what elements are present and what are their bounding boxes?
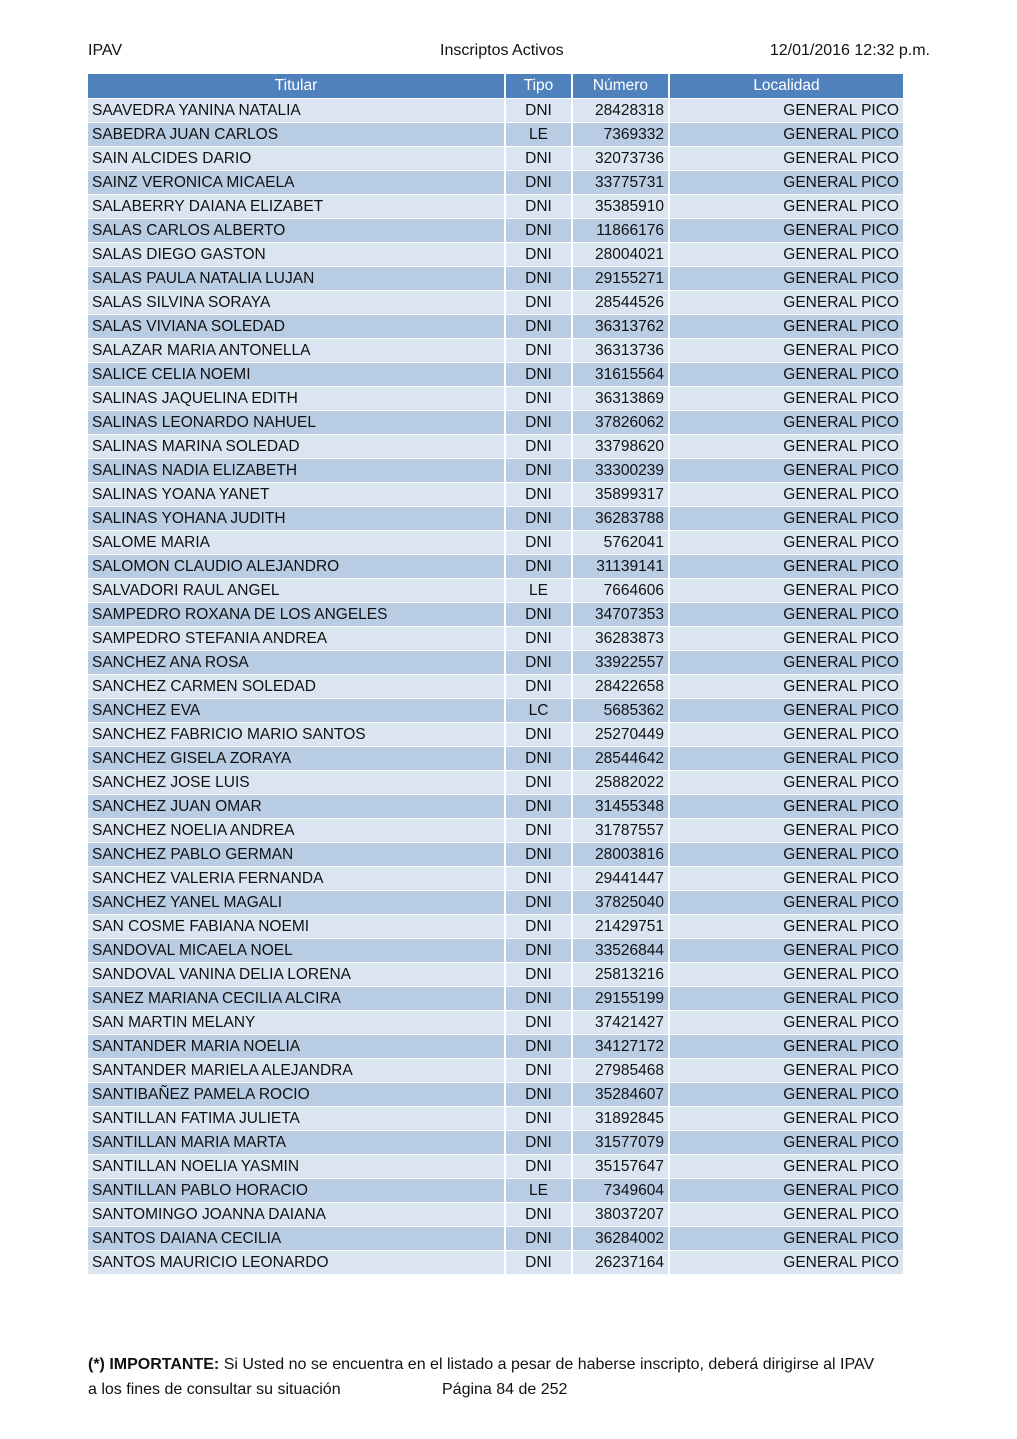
cell-titular: SANCHEZ JOSE LUIS	[88, 770, 506, 794]
cell-tipo: DNI	[506, 938, 573, 962]
cell-titular: SANCHEZ JUAN OMAR	[88, 794, 506, 818]
cell-tipo: DNI	[506, 1226, 573, 1250]
cell-numero: 36284002	[573, 1226, 670, 1250]
cell-titular: SANCHEZ PABLO GERMAN	[88, 842, 506, 866]
cell-localidad: GENERAL PICO	[670, 218, 903, 242]
cell-titular: SALINAS LEONARDO NAHUEL	[88, 410, 506, 434]
cell-titular: SANTILLAN PABLO HORACIO	[88, 1178, 506, 1202]
header-title: Inscriptos Activos	[440, 42, 564, 59]
cell-numero: 29441447	[573, 866, 670, 890]
cell-titular: SALINAS YOANA YANET	[88, 482, 506, 506]
cell-tipo: DNI	[506, 1106, 573, 1130]
cell-titular: SANDOVAL VANINA DELIA LORENA	[88, 962, 506, 986]
table-row	[88, 938, 903, 962]
cell-numero: 33526844	[573, 938, 670, 962]
cell-numero: 33775731	[573, 170, 670, 194]
cell-titular: SALABERRY DAIANA ELIZABET	[88, 194, 506, 218]
cell-localidad: GENERAL PICO	[670, 1250, 903, 1274]
cell-numero: 35157647	[573, 1154, 670, 1178]
table-row	[88, 890, 903, 914]
cell-localidad: GENERAL PICO	[670, 410, 903, 434]
table-row	[88, 674, 903, 698]
cell-localidad: GENERAL PICO	[670, 1010, 903, 1034]
cell-titular: SANTOMINGO JOANNA DAIANA	[88, 1202, 506, 1226]
cell-numero: 28544526	[573, 290, 670, 314]
cell-titular: SALAS PAULA NATALIA LUJAN	[88, 266, 506, 290]
table-row	[88, 1058, 903, 1082]
cell-localidad: GENERAL PICO	[670, 1202, 903, 1226]
cell-localidad: GENERAL PICO	[670, 386, 903, 410]
page-number: Página 84 de 252	[442, 1381, 568, 1398]
cell-localidad: GENERAL PICO	[670, 794, 903, 818]
cell-numero: 25270449	[573, 722, 670, 746]
cell-localidad: GENERAL PICO	[670, 458, 903, 482]
table-row	[88, 1082, 903, 1106]
cell-localidad: GENERAL PICO	[670, 866, 903, 890]
cell-titular: SANCHEZ CARMEN SOLEDAD	[88, 674, 506, 698]
cell-localidad: GENERAL PICO	[670, 530, 903, 554]
cell-tipo: DNI	[506, 914, 573, 938]
cell-tipo: DNI	[506, 194, 573, 218]
cell-titular: SALAS VIVIANA SOLEDAD	[88, 314, 506, 338]
cell-localidad: GENERAL PICO	[670, 242, 903, 266]
cell-tipo: DNI	[506, 506, 573, 530]
column-header-numero: Número	[573, 74, 670, 98]
cell-numero: 36313869	[573, 386, 670, 410]
cell-numero: 28544642	[573, 746, 670, 770]
cell-localidad: GENERAL PICO	[670, 698, 903, 722]
table-row	[88, 1034, 903, 1058]
important-text: Si Usted no se encuentra en el listado a pesar de haberse inscripto, deberá dirigirse al IPAV	[219, 1356, 875, 1373]
column-header-localidad: Localidad	[670, 74, 903, 98]
cell-tipo: DNI	[506, 314, 573, 338]
cell-tipo: DNI	[506, 1058, 573, 1082]
table-row	[88, 1130, 903, 1154]
cell-numero: 7349604	[573, 1178, 670, 1202]
cell-localidad: GENERAL PICO	[670, 1226, 903, 1250]
cell-titular: SALAS DIEGO GASTON	[88, 242, 506, 266]
cell-titular: SANCHEZ FABRICIO MARIO SANTOS	[88, 722, 506, 746]
cell-numero: 33798620	[573, 434, 670, 458]
cell-numero: 32073736	[573, 146, 670, 170]
cell-numero: 29155271	[573, 266, 670, 290]
table-row	[88, 146, 903, 170]
table-row	[88, 842, 903, 866]
cell-tipo: DNI	[506, 674, 573, 698]
cell-localidad: GENERAL PICO	[670, 170, 903, 194]
cell-titular: SANEZ MARIANA CECILIA ALCIRA	[88, 986, 506, 1010]
table-row	[88, 458, 903, 482]
table-row	[88, 290, 903, 314]
table-row	[88, 746, 903, 770]
cell-localidad: GENERAL PICO	[670, 626, 903, 650]
cell-tipo: DNI	[506, 434, 573, 458]
cell-numero: 5762041	[573, 530, 670, 554]
cell-numero: 11866176	[573, 218, 670, 242]
important-label: (*) IMPORTANTE:	[88, 1356, 220, 1373]
cell-localidad: GENERAL PICO	[670, 938, 903, 962]
header-org: IPAV	[88, 42, 123, 59]
cell-tipo: DNI	[506, 722, 573, 746]
cell-localidad: GENERAL PICO	[670, 674, 903, 698]
cell-localidad: GENERAL PICO	[670, 1130, 903, 1154]
cell-numero: 37826062	[573, 410, 670, 434]
inscriptos-table	[88, 74, 903, 1274]
cell-titular: SALINAS JAQUELINA EDITH	[88, 386, 506, 410]
header-datetime: 12/01/2016 12:32 p.m.	[769, 42, 930, 59]
cell-titular: SANTANDER MARIELA ALEJANDRA	[88, 1058, 506, 1082]
cell-titular: SALVADORI RAUL ANGEL	[88, 578, 506, 602]
cell-numero: 33922557	[573, 650, 670, 674]
cell-localidad: GENERAL PICO	[670, 890, 903, 914]
cell-tipo: DNI	[506, 98, 573, 122]
cell-localidad: GENERAL PICO	[670, 434, 903, 458]
cell-tipo: DNI	[506, 1082, 573, 1106]
cell-titular: SALICE CELIA NOEMI	[88, 362, 506, 386]
table-row	[88, 482, 903, 506]
cell-titular: SANDOVAL MICAELA NOEL	[88, 938, 506, 962]
cell-tipo: DNI	[506, 218, 573, 242]
cell-titular: SANCHEZ YANEL MAGALI	[88, 890, 506, 914]
cell-localidad: GENERAL PICO	[670, 554, 903, 578]
cell-tipo: DNI	[506, 170, 573, 194]
cell-tipo: DNI	[506, 818, 573, 842]
cell-numero: 38037207	[573, 1202, 670, 1226]
table-row	[88, 194, 903, 218]
cell-tipo: DNI	[506, 962, 573, 986]
table-row	[88, 122, 903, 146]
cell-tipo: DNI	[506, 1010, 573, 1034]
cell-titular: SANCHEZ NOELIA ANDREA	[88, 818, 506, 842]
cell-numero: 7664606	[573, 578, 670, 602]
cell-localidad: GENERAL PICO	[670, 1154, 903, 1178]
table-row	[88, 866, 903, 890]
column-header-tipo: Tipo	[506, 74, 573, 98]
cell-tipo: DNI	[506, 266, 573, 290]
cell-titular: SALAZAR MARIA ANTONELLA	[88, 338, 506, 362]
cell-localidad: GENERAL PICO	[670, 1034, 903, 1058]
cell-localidad: GENERAL PICO	[670, 146, 903, 170]
table-row	[88, 698, 903, 722]
cell-numero: 28422658	[573, 674, 670, 698]
cell-tipo: DNI	[506, 986, 573, 1010]
cell-numero: 28004021	[573, 242, 670, 266]
table-row	[88, 914, 903, 938]
cell-titular: SANCHEZ VALERIA FERNANDA	[88, 866, 506, 890]
table-row	[88, 1178, 903, 1202]
cell-tipo: DNI	[506, 1034, 573, 1058]
table-row	[88, 986, 903, 1010]
table-row	[88, 434, 903, 458]
table-row	[88, 362, 903, 386]
cell-numero: 36283788	[573, 506, 670, 530]
table-row	[88, 770, 903, 794]
cell-localidad: GENERAL PICO	[670, 746, 903, 770]
cell-tipo: DNI	[506, 290, 573, 314]
cell-tipo: DNI	[506, 362, 573, 386]
table-row	[88, 386, 903, 410]
cell-numero: 28428318	[573, 98, 670, 122]
footer-line-1	[88, 1352, 938, 1377]
cell-tipo: DNI	[506, 338, 573, 362]
cell-titular: SANTILLAN FATIMA JULIETA	[88, 1106, 506, 1130]
cell-titular: SALINAS YOHANA JUDITH	[88, 506, 506, 530]
cell-numero: 25813216	[573, 962, 670, 986]
cell-titular: SALAS SILVINA SORAYA	[88, 290, 506, 314]
cell-tipo: LC	[506, 698, 573, 722]
table-body	[88, 98, 903, 1274]
cell-numero: 26237164	[573, 1250, 670, 1274]
cell-titular: SAAVEDRA YANINA NATALIA	[88, 98, 506, 122]
cell-numero: 37421427	[573, 1010, 670, 1034]
cell-localidad: GENERAL PICO	[670, 266, 903, 290]
cell-titular: SAMPEDRO ROXANA DE LOS ANGELES	[88, 602, 506, 626]
cell-numero: 31892845	[573, 1106, 670, 1130]
cell-numero: 31577079	[573, 1130, 670, 1154]
cell-numero: 7369332	[573, 122, 670, 146]
cell-tipo: DNI	[506, 842, 573, 866]
cell-tipo: DNI	[506, 242, 573, 266]
cell-titular: SANCHEZ EVA	[88, 698, 506, 722]
cell-tipo: DNI	[506, 650, 573, 674]
cell-localidad: GENERAL PICO	[670, 1106, 903, 1130]
cell-tipo: DNI	[506, 626, 573, 650]
cell-tipo: LE	[506, 1178, 573, 1202]
table-row	[88, 962, 903, 986]
cell-numero: 5685362	[573, 698, 670, 722]
cell-tipo: LE	[506, 578, 573, 602]
cell-tipo: DNI	[506, 458, 573, 482]
cell-numero: 29155199	[573, 986, 670, 1010]
cell-tipo: DNI	[506, 746, 573, 770]
table-row	[88, 602, 903, 626]
cell-titular: SALINAS MARINA SOLEDAD	[88, 434, 506, 458]
cell-localidad: GENERAL PICO	[670, 962, 903, 986]
cell-tipo: DNI	[506, 554, 573, 578]
cell-titular: SALINAS NADIA ELIZABETH	[88, 458, 506, 482]
cell-localidad: GENERAL PICO	[670, 914, 903, 938]
cell-numero: 36313736	[573, 338, 670, 362]
table-row	[88, 1010, 903, 1034]
cell-tipo: DNI	[506, 602, 573, 626]
cell-localidad: GENERAL PICO	[670, 338, 903, 362]
cell-tipo: DNI	[506, 1202, 573, 1226]
cell-numero: 34707353	[573, 602, 670, 626]
cell-titular: SAMPEDRO STEFANIA ANDREA	[88, 626, 506, 650]
cell-titular: SABEDRA JUAN CARLOS	[88, 122, 506, 146]
cell-localidad: GENERAL PICO	[670, 818, 903, 842]
table-row	[88, 1250, 903, 1274]
table-row	[88, 98, 903, 122]
table-row	[88, 314, 903, 338]
cell-titular: SAINZ VERONICA MICAELA	[88, 170, 506, 194]
cell-titular: SAN MARTIN MELANY	[88, 1010, 506, 1034]
cell-localidad: GENERAL PICO	[670, 1082, 903, 1106]
cell-numero: 31455348	[573, 794, 670, 818]
cell-numero: 37825040	[573, 890, 670, 914]
cell-titular: SALOMON CLAUDIO ALEJANDRO	[88, 554, 506, 578]
cell-numero: 31787557	[573, 818, 670, 842]
table-row	[88, 1106, 903, 1130]
cell-localidad: GENERAL PICO	[670, 362, 903, 386]
cell-titular: SANCHEZ GISELA ZORAYA	[88, 746, 506, 770]
cell-numero: 31139141	[573, 554, 670, 578]
cell-tipo: DNI	[506, 1154, 573, 1178]
cell-localidad: GENERAL PICO	[670, 1058, 903, 1082]
cell-localidad: GENERAL PICO	[670, 650, 903, 674]
cell-localidad: GENERAL PICO	[670, 722, 903, 746]
cell-tipo: DNI	[506, 146, 573, 170]
cell-numero: 28003816	[573, 842, 670, 866]
cell-localidad: GENERAL PICO	[670, 602, 903, 626]
cell-titular: SAN COSME FABIANA NOEMI	[88, 914, 506, 938]
cell-titular: SAIN ALCIDES DARIO	[88, 146, 506, 170]
page-header	[88, 42, 930, 64]
cell-numero: 36313762	[573, 314, 670, 338]
cell-numero: 21429751	[573, 914, 670, 938]
table-row	[88, 1154, 903, 1178]
cell-numero: 31615564	[573, 362, 670, 386]
cell-numero: 35284607	[573, 1082, 670, 1106]
table-row	[88, 818, 903, 842]
table-row	[88, 1226, 903, 1250]
cell-localidad: GENERAL PICO	[670, 98, 903, 122]
cell-numero: 35385910	[573, 194, 670, 218]
cell-numero: 25882022	[573, 770, 670, 794]
cell-titular: SANTIBAÑEZ PAMELA ROCIO	[88, 1082, 506, 1106]
cell-titular: SANTOS DAIANA CECILIA	[88, 1226, 506, 1250]
table-row	[88, 578, 903, 602]
cell-localidad: GENERAL PICO	[670, 842, 903, 866]
cell-tipo: DNI	[506, 794, 573, 818]
cell-localidad: GENERAL PICO	[670, 506, 903, 530]
table-row	[88, 338, 903, 362]
cell-tipo: DNI	[506, 770, 573, 794]
cell-localidad: GENERAL PICO	[670, 314, 903, 338]
cell-localidad: GENERAL PICO	[670, 578, 903, 602]
cell-localidad: GENERAL PICO	[670, 1178, 903, 1202]
cell-numero: 35899317	[573, 482, 670, 506]
cell-titular: SALOME MARIA	[88, 530, 506, 554]
cell-localidad: GENERAL PICO	[670, 122, 903, 146]
table-row	[88, 266, 903, 290]
page-footer	[88, 1352, 938, 1402]
cell-titular: SANTILLAN NOELIA YASMIN	[88, 1154, 506, 1178]
table-row	[88, 170, 903, 194]
cell-titular: SANTANDER MARIA NOELIA	[88, 1034, 506, 1058]
table-row	[88, 506, 903, 530]
table-row	[88, 530, 903, 554]
column-header-titular: Titular	[88, 74, 506, 98]
table-row	[88, 1202, 903, 1226]
cell-numero: 33300239	[573, 458, 670, 482]
cell-numero: 34127172	[573, 1034, 670, 1058]
cell-titular: SANTOS MAURICIO LEONARDO	[88, 1250, 506, 1274]
cell-tipo: DNI	[506, 866, 573, 890]
cell-numero: 36283873	[573, 626, 670, 650]
footer-line-2: a los fines de consultar su situación	[88, 1381, 341, 1398]
cell-tipo: DNI	[506, 1130, 573, 1154]
cell-titular: SANTILLAN MARIA MARTA	[88, 1130, 506, 1154]
cell-titular: SANCHEZ ANA ROSA	[88, 650, 506, 674]
cell-tipo: DNI	[506, 1250, 573, 1274]
cell-numero: 27985468	[573, 1058, 670, 1082]
table-row	[88, 650, 903, 674]
cell-localidad: GENERAL PICO	[670, 986, 903, 1010]
cell-tipo: DNI	[506, 386, 573, 410]
cell-localidad: GENERAL PICO	[670, 290, 903, 314]
cell-localidad: GENERAL PICO	[670, 194, 903, 218]
cell-tipo: DNI	[506, 410, 573, 434]
cell-tipo: DNI	[506, 530, 573, 554]
cell-titular: SALAS CARLOS ALBERTO	[88, 218, 506, 242]
table-row	[88, 242, 903, 266]
cell-localidad: GENERAL PICO	[670, 770, 903, 794]
table-header-row	[88, 74, 903, 98]
table-row	[88, 410, 903, 434]
cell-tipo: DNI	[506, 482, 573, 506]
cell-tipo: LE	[506, 122, 573, 146]
table-row	[88, 722, 903, 746]
table-row	[88, 554, 903, 578]
cell-localidad: GENERAL PICO	[670, 482, 903, 506]
table-row	[88, 218, 903, 242]
table-row	[88, 794, 903, 818]
table-row	[88, 626, 903, 650]
cell-tipo: DNI	[506, 890, 573, 914]
